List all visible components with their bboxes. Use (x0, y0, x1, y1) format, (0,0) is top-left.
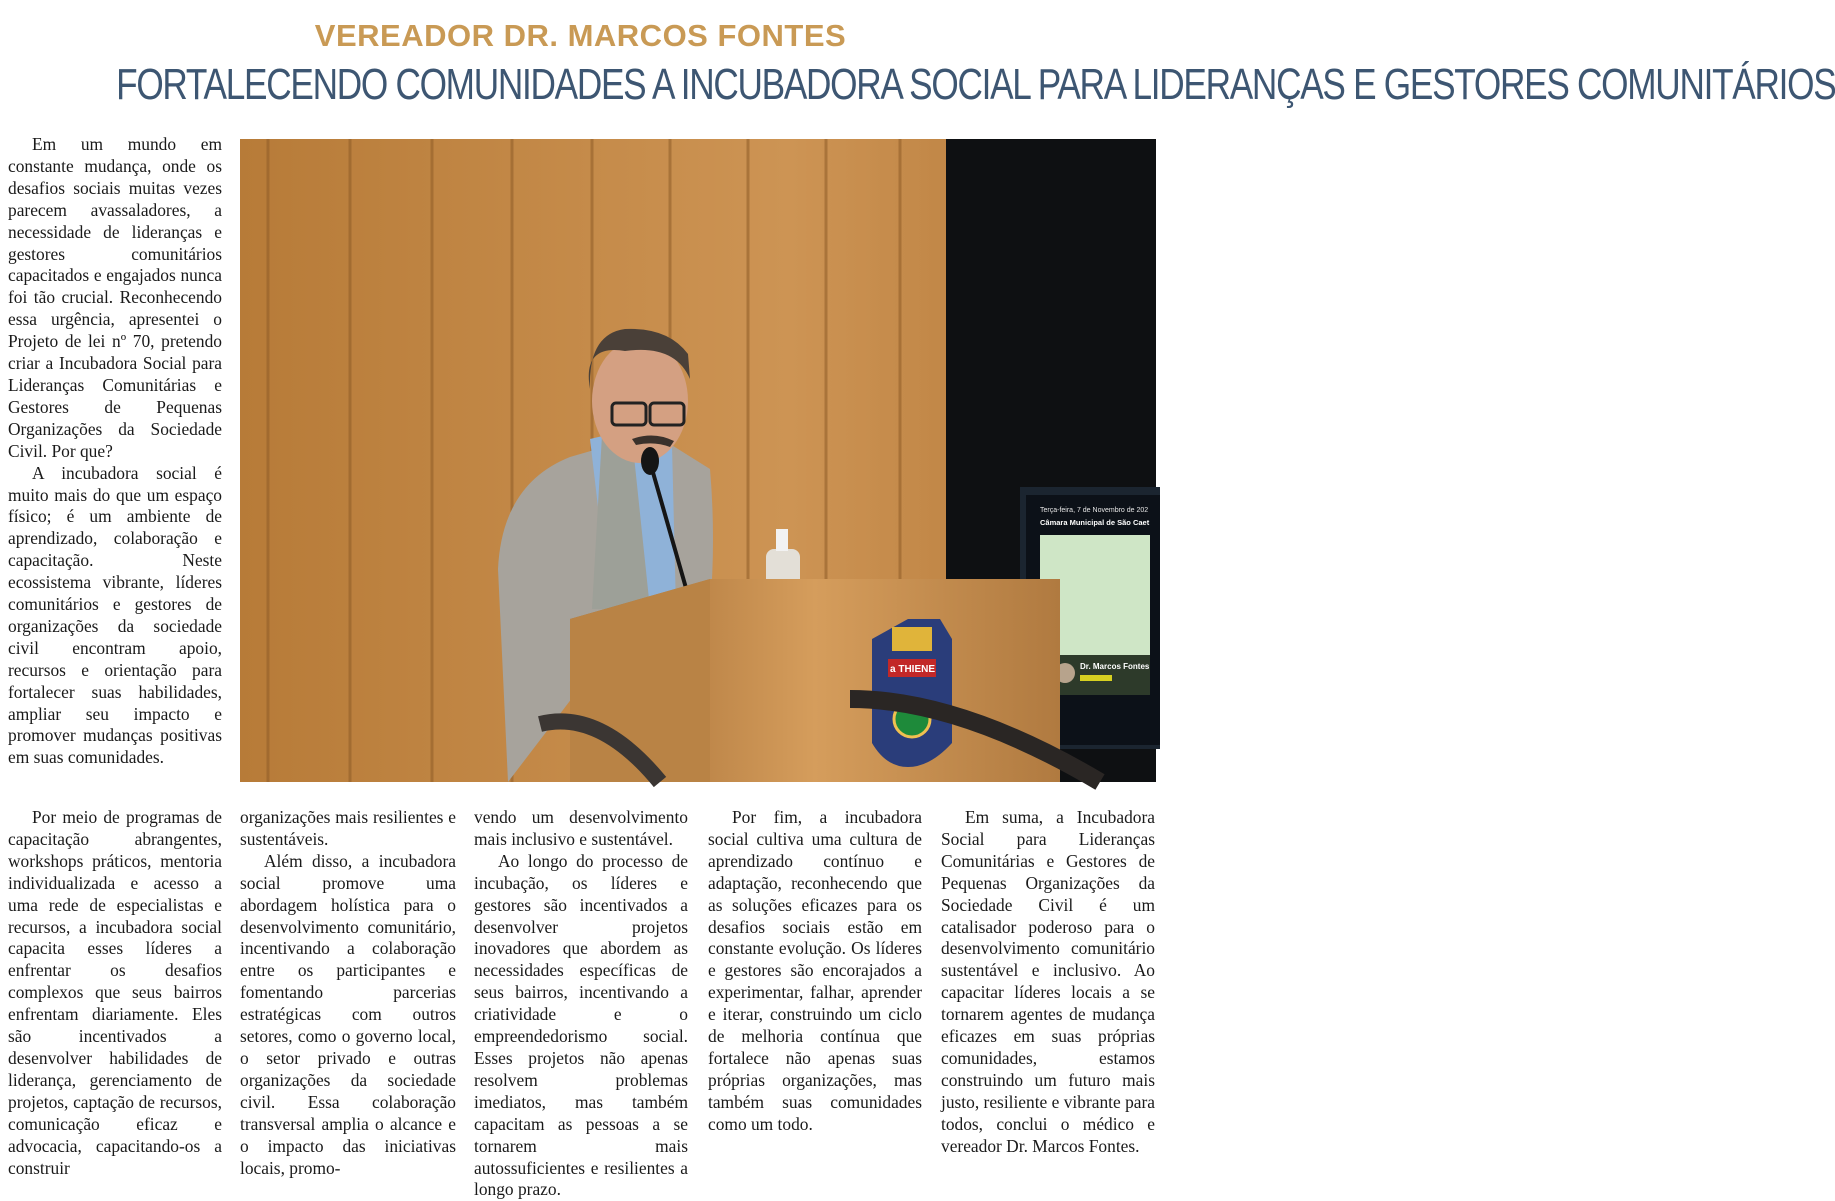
screen-date: Terça-feira, 7 de Novembro de 202 (1040, 507, 1149, 514)
headline: FORTALECENDO COMUNIDADES A INCUBADORA SOCIAL PARA LIDERANÇAS E GESTORES COMUNITÁRIOS (116, 60, 1835, 109)
paragraph-3b: organizações mais resilientes e sustentáveis. (240, 807, 456, 849)
paragraph-2: A incubadora social é muito mais do que um espaço físico; é um ambiente de aprendizado, colaboração e capacitação. Neste ecossistema vibrante, líderes comunitários e gestores de organizações da sociedade civil encontram apoio, recursos e orientação para fortalecer suas habilidades, ampliar seu impacto e promover mudanças positivas em suas comunidades. (8, 462, 222, 768)
speaker-photo-illustration (240, 139, 1156, 782)
microphone (641, 447, 659, 475)
bottle-pump (776, 529, 788, 551)
paragraph-1: Em um mundo em constante mudança, onde os desafios sociais muitas vezes parecem avassaladores, a necessidade de lideranças e gestores comunitários capacitados e engajados nunca foi tão crucial. Reconhecendo essa urgência, apresentei o Projeto de lei nº 70, pretendo criar a Incubadora Social para Lideranças Comunitárias e Gestores de Pequenas Organizações da Sociedade Civil. Por que? (8, 134, 222, 461)
column-1-top (8, 134, 222, 769)
column-4 (708, 807, 922, 1136)
paragraph-5: Ao longo do processo de incubação, os líderes e gestores são incentivados a desenvolver projetos inovadores que abordem as necessidades específicas de seus bairros, incentivando a criatividade e o empreendedorismo social. Esses projetos não apenas resolvem problemas imediatos, mas também capacitam as pessoas a se tornarem mais autossuficientes e resilientes a longo prazo. (474, 850, 688, 1200)
screen-caption: Dr. Marcos Fontes (1080, 662, 1150, 671)
paragraph-4a: Além disso, a incubadora social promove uma abordagem holística para o desenvolvimento comunitário, incentivando a colaboração entre os participantes e fomentando parcerias estratégicas com outros setores, como o governo local, o setor privado e outras organizações da sociedade civil. Essa colaboração transversal amplia o alcance e o impacto das iniciativas locais, promo- (240, 850, 456, 1178)
paragraph-4b: vendo um desenvolvimento mais inclusivo e sustentável. (474, 807, 688, 849)
paragraph-6: Por fim, a incubadora social cultiva uma cultura de aprendizado contínuo e adaptação, reconhecendo que as soluções eficazes para os desafios sociais estão em constante evolução. Os líderes e gestores são encorajados a experimentar, falhar, aprender e iterar, construindo um ciclo de melhoria contínua que fortalece não apenas suas próprias organizações, mas também suas comunidades como um todo. (708, 807, 922, 1134)
screen-title: Câmara Municipal de São Caet (1040, 518, 1150, 527)
paragraph-3a: Por meio de programas de capacitação abrangentes, workshops práticos, mentoria individualizada e acesso a uma rede de especialistas e recursos, a incubadora social capacita esses líderes a enfrentar os desafios complexos que seus bairros enfrentam diariamente. Eles são incentivados a desenvolver habilidades de liderança, gerenciamento de projetos, captação de recursos, comunicação eficaz e advocacia, capacitando-os a construir (8, 807, 222, 1178)
crest-crown (892, 627, 932, 651)
paragraph-7: Em suma, a Incubadora Social para Lideranças Comunitárias e Gestores de Pequenas Organizações da Sociedade Civil é um catalisador poderoso para o desenvolvimento comunitário sustentável e inclusivo. Ao capacitar líderes locais a se tornarem agentes de mudança eficazes em suas próprias comunidades, estamos construindo um futuro mais justo, resiliente e vibrante para todos, conclui o médico e vereador Dr. Marcos Fontes. (941, 807, 1155, 1156)
column-2 (240, 807, 456, 1179)
kicker: VEREADOR DR. MARCOS FONTES (314, 18, 847, 53)
crest-text: a THIENE (890, 664, 936, 675)
caption-tag (1080, 675, 1112, 681)
article-photo (240, 139, 1156, 782)
column-3 (474, 807, 688, 1201)
column-5 (941, 807, 1155, 1158)
column-1-bottom (8, 807, 222, 1179)
